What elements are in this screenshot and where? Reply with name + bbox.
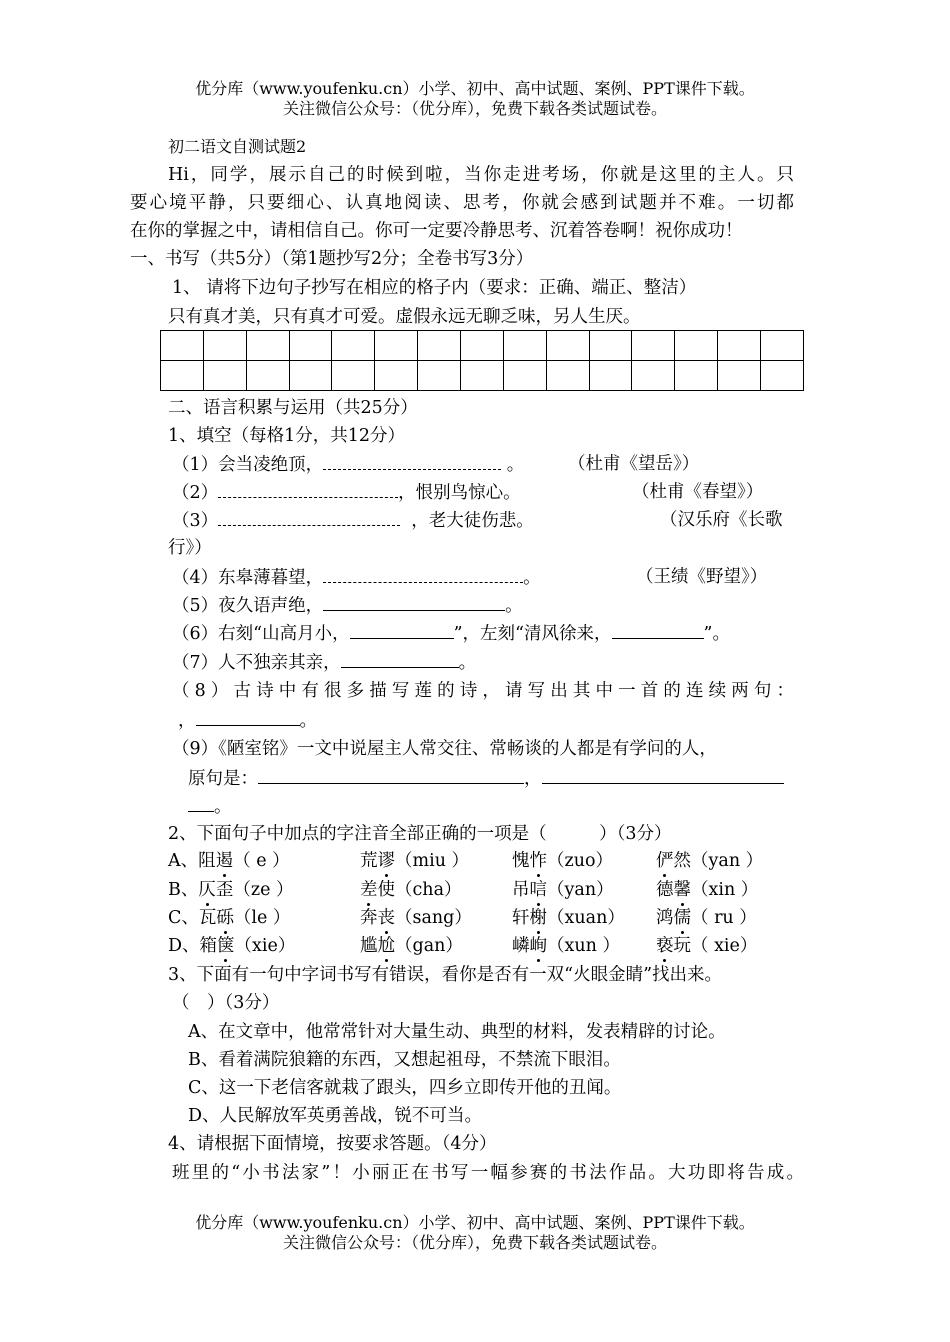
footer-line-2: 关注微信公众号：（优分库），免费下载各类试题试卷。	[282, 1233, 667, 1252]
pinyin: （gan）	[395, 936, 463, 956]
q3-answer-paren[interactable]: （ ）（3分）	[172, 993, 280, 1013]
item-number: （3）	[172, 511, 219, 531]
pinyin: （miu ）	[395, 851, 470, 871]
q3-option-a[interactable]: A、在文章中，他常常针对大量生动、典型的材料，发表精辟的讨论。	[188, 1022, 726, 1042]
header-line-2: 关注微信公众号：（优分库），免费下载各类试题试卷。	[282, 99, 667, 118]
dotted-char: 馨	[674, 877, 692, 903]
pinyin: （xie）	[234, 936, 296, 956]
writing-grid[interactable]	[160, 330, 804, 391]
punctuation: 。	[505, 596, 523, 616]
grid-cell[interactable]	[246, 361, 289, 391]
grid-cell[interactable]	[632, 361, 675, 391]
item-source: （杜甫《望岳》）	[568, 454, 700, 474]
page-title: 初二语文自测试题2	[168, 137, 307, 156]
grid-cell[interactable]	[203, 361, 246, 391]
word-char: 嶙	[512, 936, 530, 956]
grid-cell[interactable]	[503, 331, 546, 361]
pinyin: （ze ）	[233, 880, 294, 900]
fill-item-2	[172, 479, 521, 506]
answer-blank[interactable]	[258, 765, 524, 784]
answer-blank[interactable]	[323, 592, 505, 611]
item-text: 古诗中有很多描写莲的诗，请写出其中一首的连续两句：	[233, 681, 794, 701]
word-char: 奔	[360, 908, 378, 928]
grid-cell[interactable]	[589, 331, 632, 361]
header-line-1: 优分库（www.youfenku.cn）小学、初中、高中试题、案例、PPT课件下载。	[195, 79, 755, 98]
item-number: （9）	[172, 739, 219, 759]
q2-title: 2、下面句子中加点的字注音全部正确的一项是（ ）（3分）	[168, 824, 672, 844]
answer-blank[interactable]	[196, 707, 300, 726]
q4-text: 班里的“小书法家”！小丽正在书写一幅参赛的书法作品。大功即将告成。	[172, 1163, 804, 1183]
fill-item-8	[172, 678, 794, 704]
word-char: 德	[656, 880, 674, 900]
item-source: （汉乐府《长歌	[660, 510, 783, 530]
item-text: 东皋薄暮望，	[218, 568, 324, 588]
dotted-char: 怍	[530, 848, 548, 874]
grid-cell[interactable]	[546, 361, 589, 391]
answer-blank[interactable]	[218, 507, 400, 526]
grid-cell[interactable]	[203, 331, 246, 361]
q4-title: 4、请根据下面情境，按要求答题。（4分）	[168, 1134, 497, 1154]
fill-item-9-answer-cont	[188, 793, 232, 820]
pinyin: （le ）	[233, 908, 291, 928]
dotted-char: 谬	[378, 848, 396, 874]
grid-cell[interactable]	[375, 361, 418, 391]
word-char: 尴	[360, 936, 378, 956]
item-number: （4）	[172, 568, 219, 588]
pinyin: （sang）	[395, 908, 472, 928]
grid-cell[interactable]	[675, 361, 718, 391]
grid-cell[interactable]	[761, 331, 804, 361]
punctuation: ，	[524, 769, 542, 789]
pinyin: （yan）	[547, 880, 614, 900]
option-letter: C、	[168, 908, 199, 928]
item-text: 《陋室铭》一文中说屋主人常交往、常畅谈的人都是有学问的人，	[218, 739, 717, 759]
word-char: 鸿	[656, 908, 674, 928]
item-source-cont: 行》）	[168, 538, 212, 558]
word-char: 荒	[360, 851, 378, 871]
dotted-char: 遏	[216, 848, 234, 874]
word-char: 玩	[673, 936, 691, 956]
punctuation: 。	[214, 797, 232, 817]
grid-cell[interactable]	[375, 331, 418, 361]
item-number: （8）	[172, 681, 234, 701]
answer-blank[interactable]	[341, 649, 459, 668]
grid-cell[interactable]	[289, 361, 332, 391]
word-char: 歪	[215, 880, 234, 900]
footer-line-1: 优分库（www.youfenku.cn）小学、初中、高中试题、案例、PPT课件下载。	[195, 1213, 755, 1232]
grid-cell[interactable]	[161, 361, 204, 391]
punctuation: 。	[506, 455, 525, 475]
section1-q1: 1、 请将下边句子抄写在相应的格子内（要求：正确、端正、整洁）	[172, 278, 697, 298]
fill-item-5	[172, 592, 523, 619]
grid-cell[interactable]	[461, 331, 504, 361]
pinyin: （ e ）	[233, 851, 290, 871]
option-letter: D、	[168, 936, 200, 956]
grid-cell[interactable]	[546, 331, 589, 361]
section2-heading: 二、语言积累与运用（共25分）	[168, 398, 418, 418]
answer-blank[interactable]	[218, 479, 398, 498]
dotted-char: 亵	[656, 933, 674, 959]
grid-cell[interactable]	[461, 361, 504, 391]
fill-item-8-answer	[178, 707, 317, 734]
word-char: 轩	[512, 908, 530, 928]
item-number: （2）	[172, 483, 219, 503]
fill-item-4	[172, 564, 541, 591]
dotted-char: 差	[360, 877, 378, 903]
pinyin: （xun ）	[547, 936, 620, 956]
pinyin: （cha）	[395, 880, 462, 900]
section1-heading: 一、书写（共5分）（第1题抄写2分；全卷书写3分）	[130, 249, 534, 269]
grid-cell[interactable]	[589, 361, 632, 391]
pinyin: （ xie）	[691, 936, 758, 956]
intro-line-2: 要心境平静，只要细心、认真地阅读、思考，你就会感到试题并不难。一切都	[130, 193, 794, 213]
fill-item-6	[172, 620, 730, 647]
dotted-char: 峋	[530, 933, 548, 959]
dotted-char: 箧	[217, 933, 235, 959]
item-source: （杜甫《春望》）	[632, 482, 764, 502]
item-source: （王绩《野望》）	[636, 567, 768, 587]
fill-item-9-answer	[188, 765, 784, 792]
grid-cell[interactable]	[632, 331, 675, 361]
punctuation: 。	[523, 568, 541, 588]
copy-sentence: 只有真才美，只有真才可爱。虚假永远无聊乏味，另人生厌。	[168, 307, 641, 327]
word-char: 吊	[512, 880, 530, 900]
pinyin: （xuan）	[547, 908, 625, 928]
word-char: 箱	[199, 936, 218, 956]
item-text: ”，左刻“清风徐来，	[453, 624, 612, 644]
answer-blank[interactable]	[323, 564, 523, 583]
grid-cell[interactable]	[761, 361, 804, 391]
grid-row-2	[161, 361, 804, 391]
grid-cell[interactable]	[418, 361, 461, 391]
word-char: 瓦	[198, 908, 217, 928]
word-char: 愧	[512, 851, 530, 871]
grid-cell[interactable]	[289, 331, 332, 361]
word-char: 然	[673, 851, 691, 871]
option-letter: A、	[168, 851, 199, 871]
grid-row-1	[161, 331, 804, 361]
fill-in-title: 1、填空（每格1分，共12分）	[168, 426, 406, 446]
q3-option-d[interactable]: D、人民解放军英勇善战，锐不可当。	[188, 1106, 483, 1126]
grid-cell[interactable]	[332, 361, 375, 391]
item-text: 人不独亲其亲，	[218, 653, 341, 673]
grid-cell[interactable]	[161, 331, 204, 361]
dotted-char: 唁	[530, 877, 548, 903]
grid-cell[interactable]	[718, 361, 761, 391]
fill-item-9	[172, 736, 717, 762]
item-text: 会当凌绝顶，	[218, 455, 324, 475]
item-text: 原句是：	[188, 769, 258, 789]
item-number: （1）	[172, 455, 219, 475]
answer-blank[interactable]	[350, 620, 454, 639]
q3-option-b[interactable]: B、看着满院狼籍的东西，又想起祖母，不禁流下眼泪。	[188, 1050, 621, 1070]
punctuation: 。	[458, 653, 477, 673]
dotted-char: 丧	[378, 905, 396, 931]
grid-cell[interactable]	[675, 331, 718, 361]
dotted-char: 俨	[656, 848, 674, 874]
punctuation: 。	[299, 711, 317, 731]
grid-cell[interactable]	[246, 331, 289, 361]
item-text: 右刻“山高月小，	[218, 624, 350, 644]
fill-item-1	[172, 451, 524, 478]
fill-item-3	[172, 507, 534, 534]
punctuation: ，	[178, 711, 196, 731]
answer-blank[interactable]	[323, 451, 501, 470]
item-number: （5）	[172, 596, 219, 616]
dotted-char: 榭	[530, 905, 548, 931]
item-text: ，恨别鸟惊心。	[398, 483, 521, 503]
q3-option-c[interactable]: C、这一下老信客就栽了跟头，四乡立即传开他的丑闻。	[188, 1078, 622, 1098]
answer-blank[interactable]	[542, 765, 784, 784]
item-number: （7）	[172, 653, 219, 673]
answer-blank[interactable]	[188, 793, 214, 812]
grid-cell[interactable]	[332, 331, 375, 361]
grid-cell[interactable]	[718, 331, 761, 361]
dotted-char: 儒	[674, 905, 692, 931]
grid-cell[interactable]	[503, 361, 546, 391]
item-text: ，老大徒伤悲。	[411, 511, 534, 531]
punctuation: ”。	[703, 624, 730, 644]
item-text: 夜久语声绝，	[218, 596, 324, 616]
fill-item-7	[172, 649, 476, 676]
pinyin: （yan ）	[691, 851, 764, 871]
q3-title: 3、下面有一句中字词书写有错误，看你是否有一双“火眼金睛”找出来。	[168, 965, 723, 985]
word-char: 阻	[198, 851, 216, 871]
grid-cell[interactable]	[418, 331, 461, 361]
intro-line-1: Hi，同学，展示自己的时候到啦，当你走进考场，你就是这里的主人。只	[168, 165, 794, 185]
intro-line-3: 在你的掌握之中，请相信自己。你可一定要冷静思考、沉着答卷啊！祝你成功！	[130, 221, 743, 241]
pinyin: （xin ）	[691, 880, 759, 900]
pinyin: （ ru ）	[691, 908, 757, 928]
option-letter: B、	[168, 880, 199, 900]
word-char: 使	[377, 880, 395, 900]
dotted-char: 仄	[198, 877, 216, 903]
pinyin: （zuo）	[547, 851, 614, 871]
dotted-char: 尬	[378, 933, 396, 959]
dotted-char: 砾	[216, 905, 234, 931]
answer-blank[interactable]	[612, 620, 704, 639]
item-number: （6）	[172, 624, 219, 644]
